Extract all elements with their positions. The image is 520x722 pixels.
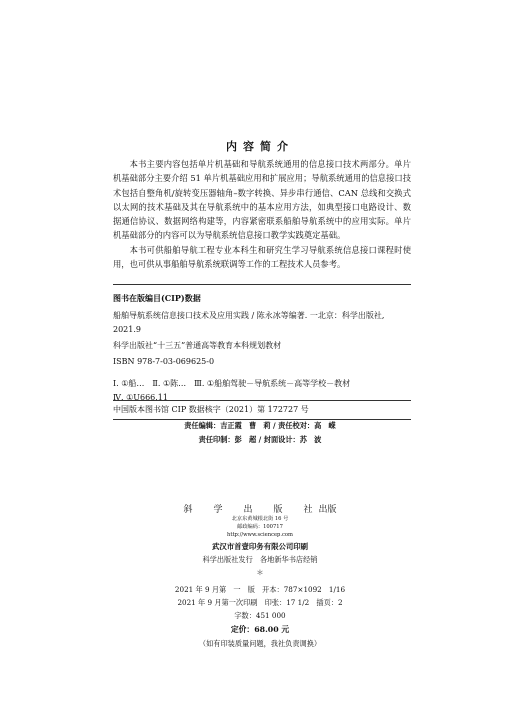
publisher-name-suffix: 出版 [318, 505, 337, 515]
publisher-block [0, 502, 520, 515]
editor-line: 责任编辑：吉正霞 曹 莉 / 责任校对：高 嵘 [184, 421, 336, 430]
cip-line: 2021.9 [113, 324, 141, 334]
price: 定价：68.00 元 [230, 625, 290, 634]
summary-paragraph: 本书可供船舶导航工程专业本科生和研究生学习导航系统信息接口课程时使用，也可供从事船舶导航系统联调等工作的工程技术人员参考。 [113, 244, 411, 270]
distribution-line: 科学出版社发行 各地新华书店经销 [202, 555, 318, 564]
summary-body [113, 157, 411, 271]
printer-name: 武汉市首壹印务有限公司印刷 [211, 542, 309, 551]
word-count: 字数：451 000 [234, 611, 286, 620]
cip-line: Ⅰ. ①船… Ⅱ. ①陈… Ⅲ. ①船舶驾驶－导航系统－高等学校－教材 [113, 379, 351, 389]
cip-line: 船舶导航系统信息接口技术及应用实践 / 陈永冰等编著. 一北京：科学出版社, [113, 311, 385, 321]
divider [113, 419, 411, 420]
quality-notice: （如有印装质量问题，我社负责调换） [198, 639, 322, 648]
star-separator: ＊ [256, 568, 264, 577]
cip-block [113, 292, 411, 404]
edition-line: 2021 年 9 月第一次印刷 印张：17 1/2 插页：2 [177, 598, 343, 607]
cip-line: Ⅳ. ①U666.11 [113, 392, 168, 402]
divider [113, 284, 411, 285]
publisher-postcode: 邮政编码：100717 [237, 524, 283, 530]
divider [113, 400, 411, 401]
edition-line: 2021 年 9 月第 一 版 开本：787×1092 1/16 [174, 585, 346, 594]
publisher-name: 斜 学 出 版 社 [183, 505, 319, 515]
summary-paragraph: 本书主要内容包括单片机基础和导航系统通用的信息接口技术两部分。单片机基础部分主要介绍 51 单片机基础应用和扩展应用；导航系统通用的信息接口技术包括自整角机/旋转变压器轴角–数字转换、异步串行通信、CAN 总线和交换式以太网的技术基础及其在导航系统中的基本应用方法，如典型接口电路设计、数据通信协议、数据网络构建等，内容紧密联系船舶导航系统中的应用实际。单片机基础部分的内容可以为导航系统信息接口教学实践奠定基础。 [113, 159, 411, 241]
summary-heading: 内容简介 [226, 140, 294, 153]
publisher-address: 北京东黄城根北街 16 号 [231, 516, 289, 522]
cip-isbn: ISBN 978-7-03-069625-0 [113, 357, 215, 367]
cip-number: 中国版本图书馆 CIP 数据核字（2021）第 172727 号 [113, 405, 309, 414]
editor-line: 责任印制：彭 超 / 封面设计：苏 波 [198, 435, 322, 444]
cip-line: 科学出版社“十三五”普通高等教育本科规划教材 [113, 340, 282, 350]
cip-title: 图书在版编目(CIP)数据 [113, 293, 201, 303]
publisher-url: http://www.sciencep.com [227, 532, 293, 538]
